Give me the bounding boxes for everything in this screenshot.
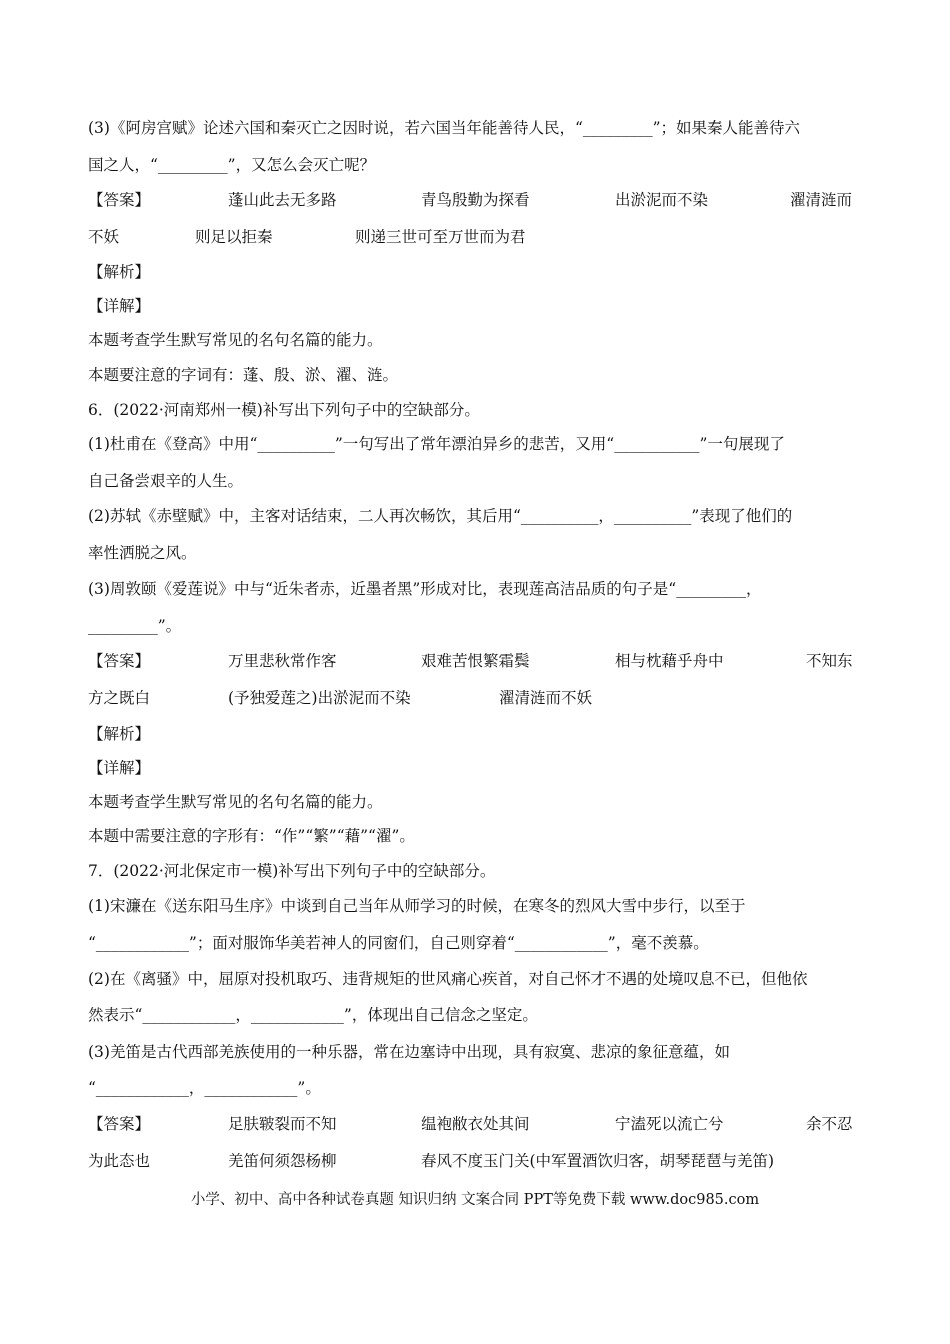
answer-row: [88, 190, 858, 210]
detail-text: 本题考查学生默写常见的名句名篇的能力。: [88, 793, 383, 811]
answer-row: [88, 227, 858, 247]
answer-item: 则递三世可至万世而为君: [355, 228, 526, 246]
detail-label: 【详解】: [88, 759, 151, 777]
question-heading: 7．(2022·河北保定市一模)补写出下列句子中的空缺部分。: [88, 862, 496, 880]
answer-item: 不知东: [806, 652, 853, 670]
question-line: 率性洒脱之风。: [88, 544, 197, 562]
answer-item: 濯清涟而: [790, 191, 853, 209]
question-heading: 6．(2022·河南郑州一模)补写出下列句子中的空缺部分。: [88, 401, 480, 419]
question-line: 自己备尝艰辛的人生。: [88, 472, 244, 490]
answer-item: 足肤皲裂而不知: [228, 1115, 337, 1133]
answer-item: 艰难苦恨繁霜鬓: [421, 652, 530, 670]
answer-item: 余不忍: [806, 1115, 853, 1133]
answer-label: 【答案】: [88, 191, 151, 209]
answer-item: 青鸟殷勤为探看: [421, 191, 530, 209]
answer-row: [88, 1114, 858, 1134]
answer-item: 相与枕藉乎舟中: [615, 652, 724, 670]
answer-item: 万里悲秋常作客: [228, 652, 337, 670]
question-line: (2)在《离骚》中，屈原对投机取巧、违背规矩的世风痛心疾首，对自己怀才不遇的处境叹息不已，但他依: [88, 970, 808, 988]
answer-item: 缊袍敝衣处其间: [421, 1115, 530, 1133]
answer-item: (予独爱莲之)出淤泥而不染: [228, 689, 411, 707]
question-line: (3)羌笛是古代西部羌族使用的一种乐器，常在边塞诗中出现，具有寂寞、悲凉的象征意蕴，如: [88, 1043, 730, 1061]
answer-row: [88, 651, 858, 671]
detail-label: 【详解】: [88, 297, 151, 315]
answer-row: [88, 1151, 858, 1171]
detail-text: 本题中需要注意的字形有：“作”“繁”“藉”“濯”。: [88, 827, 415, 845]
answer-item: 春风不度玉门关(中军置酒饮归客，胡琴琵琶与羌笛): [421, 1152, 775, 1170]
question-line: “____________，____________”。: [88, 1079, 321, 1097]
page-footer: 小学、初中、高中各种试卷真题 知识归纳 文案合同 PPT等免费下载 www.doc985.com: [190, 1192, 760, 1208]
answer-label: 【答案】: [88, 1115, 151, 1133]
answer-item: 则足以拒秦: [195, 228, 273, 246]
question-line: (3)《阿房宫赋》论述六国和秦灭亡之因时说，若六国当年能善待人民，“_________”；如果秦人能善待六: [88, 119, 801, 137]
question-line: 国之人，“_________”，又怎么会灭亡呢？: [88, 156, 376, 174]
answer-label: 【答案】: [88, 652, 151, 670]
question-line: (2)苏轼《赤壁赋》中，主客对话结束，二人再次畅饮，其后用“__________，__________”表现了他们的: [88, 507, 793, 525]
answer-item: 濯清涟而不妖: [499, 689, 593, 707]
answer-item: 为此态也: [88, 1152, 151, 1170]
answer-item: 蓬山此去无多路: [228, 191, 337, 209]
detail-text: 本题要注意的字词有：蓬、殷、淤、濯、涟。: [88, 366, 399, 384]
answer-row: [88, 688, 858, 708]
question-line: (1)宋濂在《送东阳马生序》中谈到自己当年从师学习的时候，在寒冬的烈风大雪中步行，以至于: [88, 897, 746, 915]
answer-item: 宁溘死以流亡兮: [615, 1115, 724, 1133]
question-line: “____________”；面对服饰华美若神人的同窗们，自己则穿着“____________”，毫不羡慕。: [88, 934, 709, 952]
analysis-label: 【解析】: [88, 725, 151, 743]
detail-text: 本题考查学生默写常见的名句名篇的能力。: [88, 331, 383, 349]
question-line: 然表示“____________，____________”，体现出自己信念之坚定。: [88, 1006, 538, 1024]
answer-item: 羌笛何须怨杨柳: [228, 1152, 337, 1170]
question-line: _________”。: [88, 617, 182, 635]
answer-item: 不妖: [88, 228, 120, 246]
answer-item: 方之既白: [88, 689, 151, 707]
question-line: (3)周敦颐《爱莲说》中与“近朱者赤，近墨者黑”形成对比，表现莲高洁品质的句子是“_________，: [88, 580, 762, 598]
question-line: (1)杜甫在《登高》中用“__________”一句写出了常年漂泊异乡的悲苦，又用“___________”一句展现了: [88, 435, 785, 453]
answer-item: 出淤泥而不染: [615, 191, 709, 209]
analysis-label: 【解析】: [88, 263, 151, 281]
